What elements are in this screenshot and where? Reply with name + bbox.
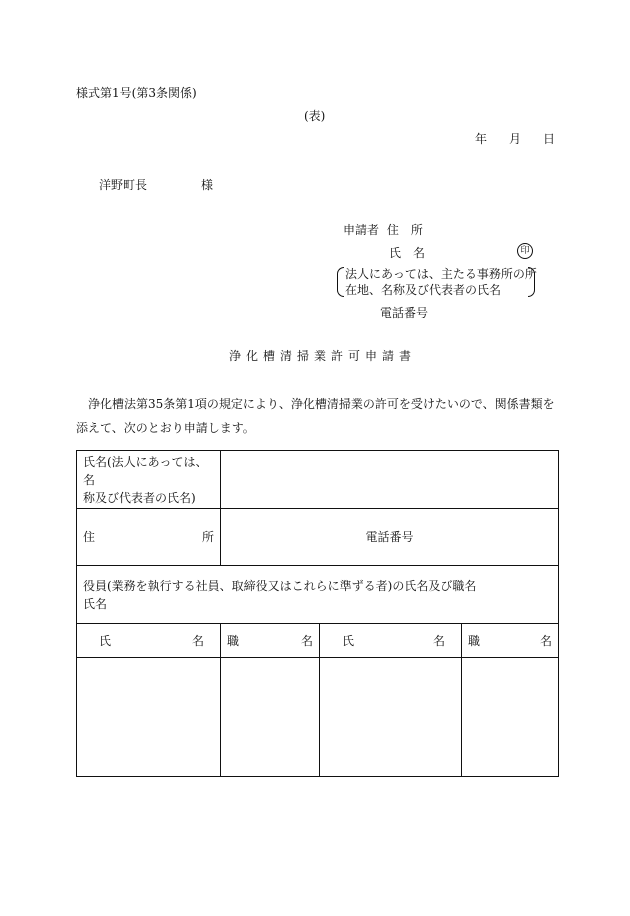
officer-name-cell-1[interactable] [77,658,221,777]
col-header-left: 職 [468,633,481,648]
col-header-right: 名 [432,633,445,648]
row-officers-header [77,566,559,624]
applicant-address-label: 住 所 [386,223,423,237]
officers-line-2: 氏名 [83,596,108,611]
date-day-field[interactable]: 日 [542,132,555,146]
table-phone-label: 電話番号 [365,530,414,544]
officer-title-cell-1[interactable] [221,658,320,777]
body-text: 浄化槽法第35条第1項の規定により、浄化槽清掃業の許可を受けたいので、関係書類を添えて、次のとおり申請します。 [76,397,555,435]
addressee-name: 洋野町長 [99,178,148,192]
addressee [99,176,213,194]
addressee-honorific: 様 [201,178,214,192]
address-label-left: 住 [83,530,96,544]
name-label-cell [77,451,221,509]
row-column-headers [77,624,559,658]
application-table [76,450,559,777]
row-officer-entries [77,658,559,777]
row-applicant-name [77,451,559,509]
date-line [449,130,555,148]
col-header-left: 氏 [99,633,112,648]
paren-left [337,267,344,297]
name-label-line-2: 称及び代表者の氏名) [83,490,196,505]
date-month-field[interactable]: 月 [508,132,521,146]
name-label-line-1: 氏名(法人にあっては、名 [83,454,208,487]
date-year-field[interactable]: 年 [474,132,487,146]
applicant-address-line [343,221,423,239]
front-label: (表) [304,109,326,123]
col-header-title-1 [221,624,320,658]
applicant-phone-label: 電話番号 [380,306,429,320]
row-address [77,509,559,566]
officers-label-cell [77,566,559,624]
seal-mark: 印 [517,243,533,259]
col-header-name-1 [77,624,221,658]
paren-right [528,267,535,297]
address-label-right: 所 [201,530,214,544]
address-label-cell [77,509,221,566]
applicant-label: 申請者 [343,223,380,237]
col-header-left: 氏 [342,633,355,648]
officer-title-cell-2[interactable] [462,658,559,777]
corp-note-line-1: 法人にあっては、主たる事務所の所 [345,267,537,281]
col-header-right: 名 [540,633,553,648]
col-header-title-2 [462,624,559,658]
applicant-name-label: 氏 名 [389,246,426,260]
officer-name-cell-2[interactable] [320,658,462,777]
corp-note-line-2: 在地、名称及び代表者の氏名 [345,283,502,297]
col-header-left: 職 [227,633,240,648]
col-header-name-2 [320,624,462,658]
col-header-right: 名 [300,633,313,648]
name-value-cell[interactable] [221,451,559,509]
document-title: 浄化槽清掃業許可申請書 [229,349,417,363]
form-number: 様式第1号(第3条関係) [76,86,197,100]
address-value-cell[interactable] [221,509,559,566]
officers-line-1: 役員(業務を執行する社員、取締役又はこれらに準ずる者)の氏名及び職名 [83,578,477,593]
corp-note [337,266,535,296]
corp-note-text [345,266,537,298]
col-header-right: 名 [191,633,204,648]
